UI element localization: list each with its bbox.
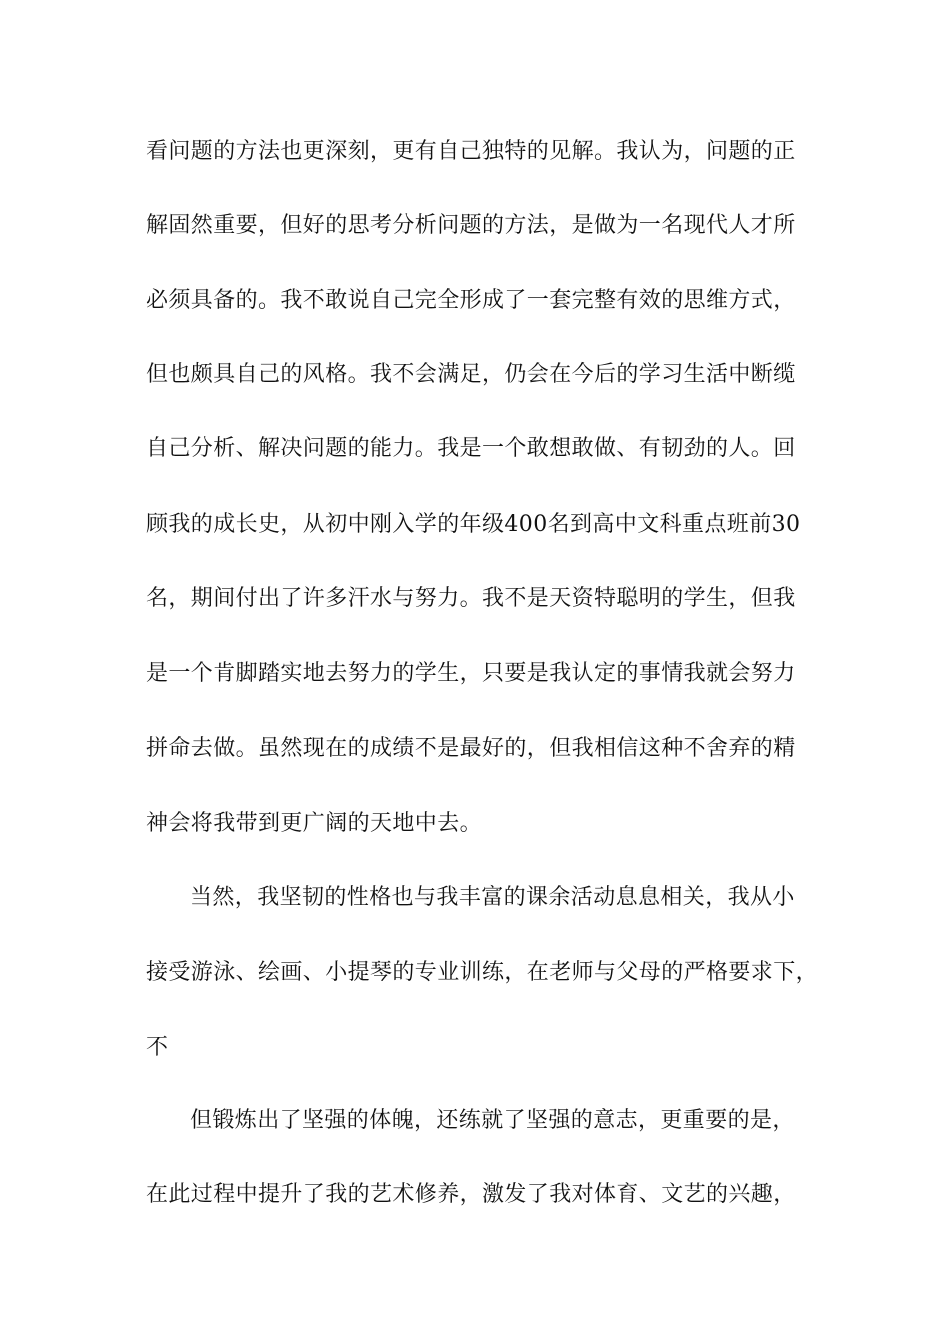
text-line-3: 必须具备的。我不敢说自己完全形成了一套完整有效的思维方式， — [146, 288, 796, 313]
text-line-8: 是一个肯脚踏实地去努力的学生，只要是我认定的事情我就会努力 — [146, 661, 796, 686]
text-line-1: 看问题的方法也更深刻，更有自己独特的见解。我认为，问题的正 — [146, 139, 796, 164]
text-line-9: 拼命去做。虽然现在的成绩不是最好的，但我相信这种不舍弃的精 — [146, 736, 796, 761]
text-line-5: 自己分析、解决问题的能力。我是一个敢想敢做、有韧劲的人。回 — [146, 436, 796, 461]
text-line-2: 解固然重要，但好的思考分析问题的方法，是做为一名现代人才所 — [146, 213, 796, 238]
text-line-4: 但也颇具自己的风格。我不会满足，仍会在今后的学习生活中断缆 — [146, 362, 796, 387]
text-line-15: 在此过程中提升了我的艺术修养，激发了我对体育、文艺的兴趣， — [146, 1182, 796, 1207]
text-line-14: 但锻炼出了坚强的体魄，还练就了坚强的意志，更重要的是， — [190, 1108, 795, 1133]
text-line-10: 神会将我带到更广阔的天地中去。 — [146, 811, 483, 836]
text-line-7: 名，期间付出了许多汗水与努力。我不是天资特聪明的学生，但我 — [146, 586, 796, 611]
text-line-11: 当然，我坚韧的性格也与我丰富的课余活动息息相关，我从小 — [190, 885, 795, 910]
text-line-12: 接受游泳、绘画、小提琴的专业训练，在老师与父母的严格要求下， — [146, 960, 819, 985]
text-line-6: 顾我的成长史，从初中刚入学的年级400名到高中文科重点班前30 — [146, 512, 801, 537]
text-line-13: 不 — [146, 1035, 169, 1060]
